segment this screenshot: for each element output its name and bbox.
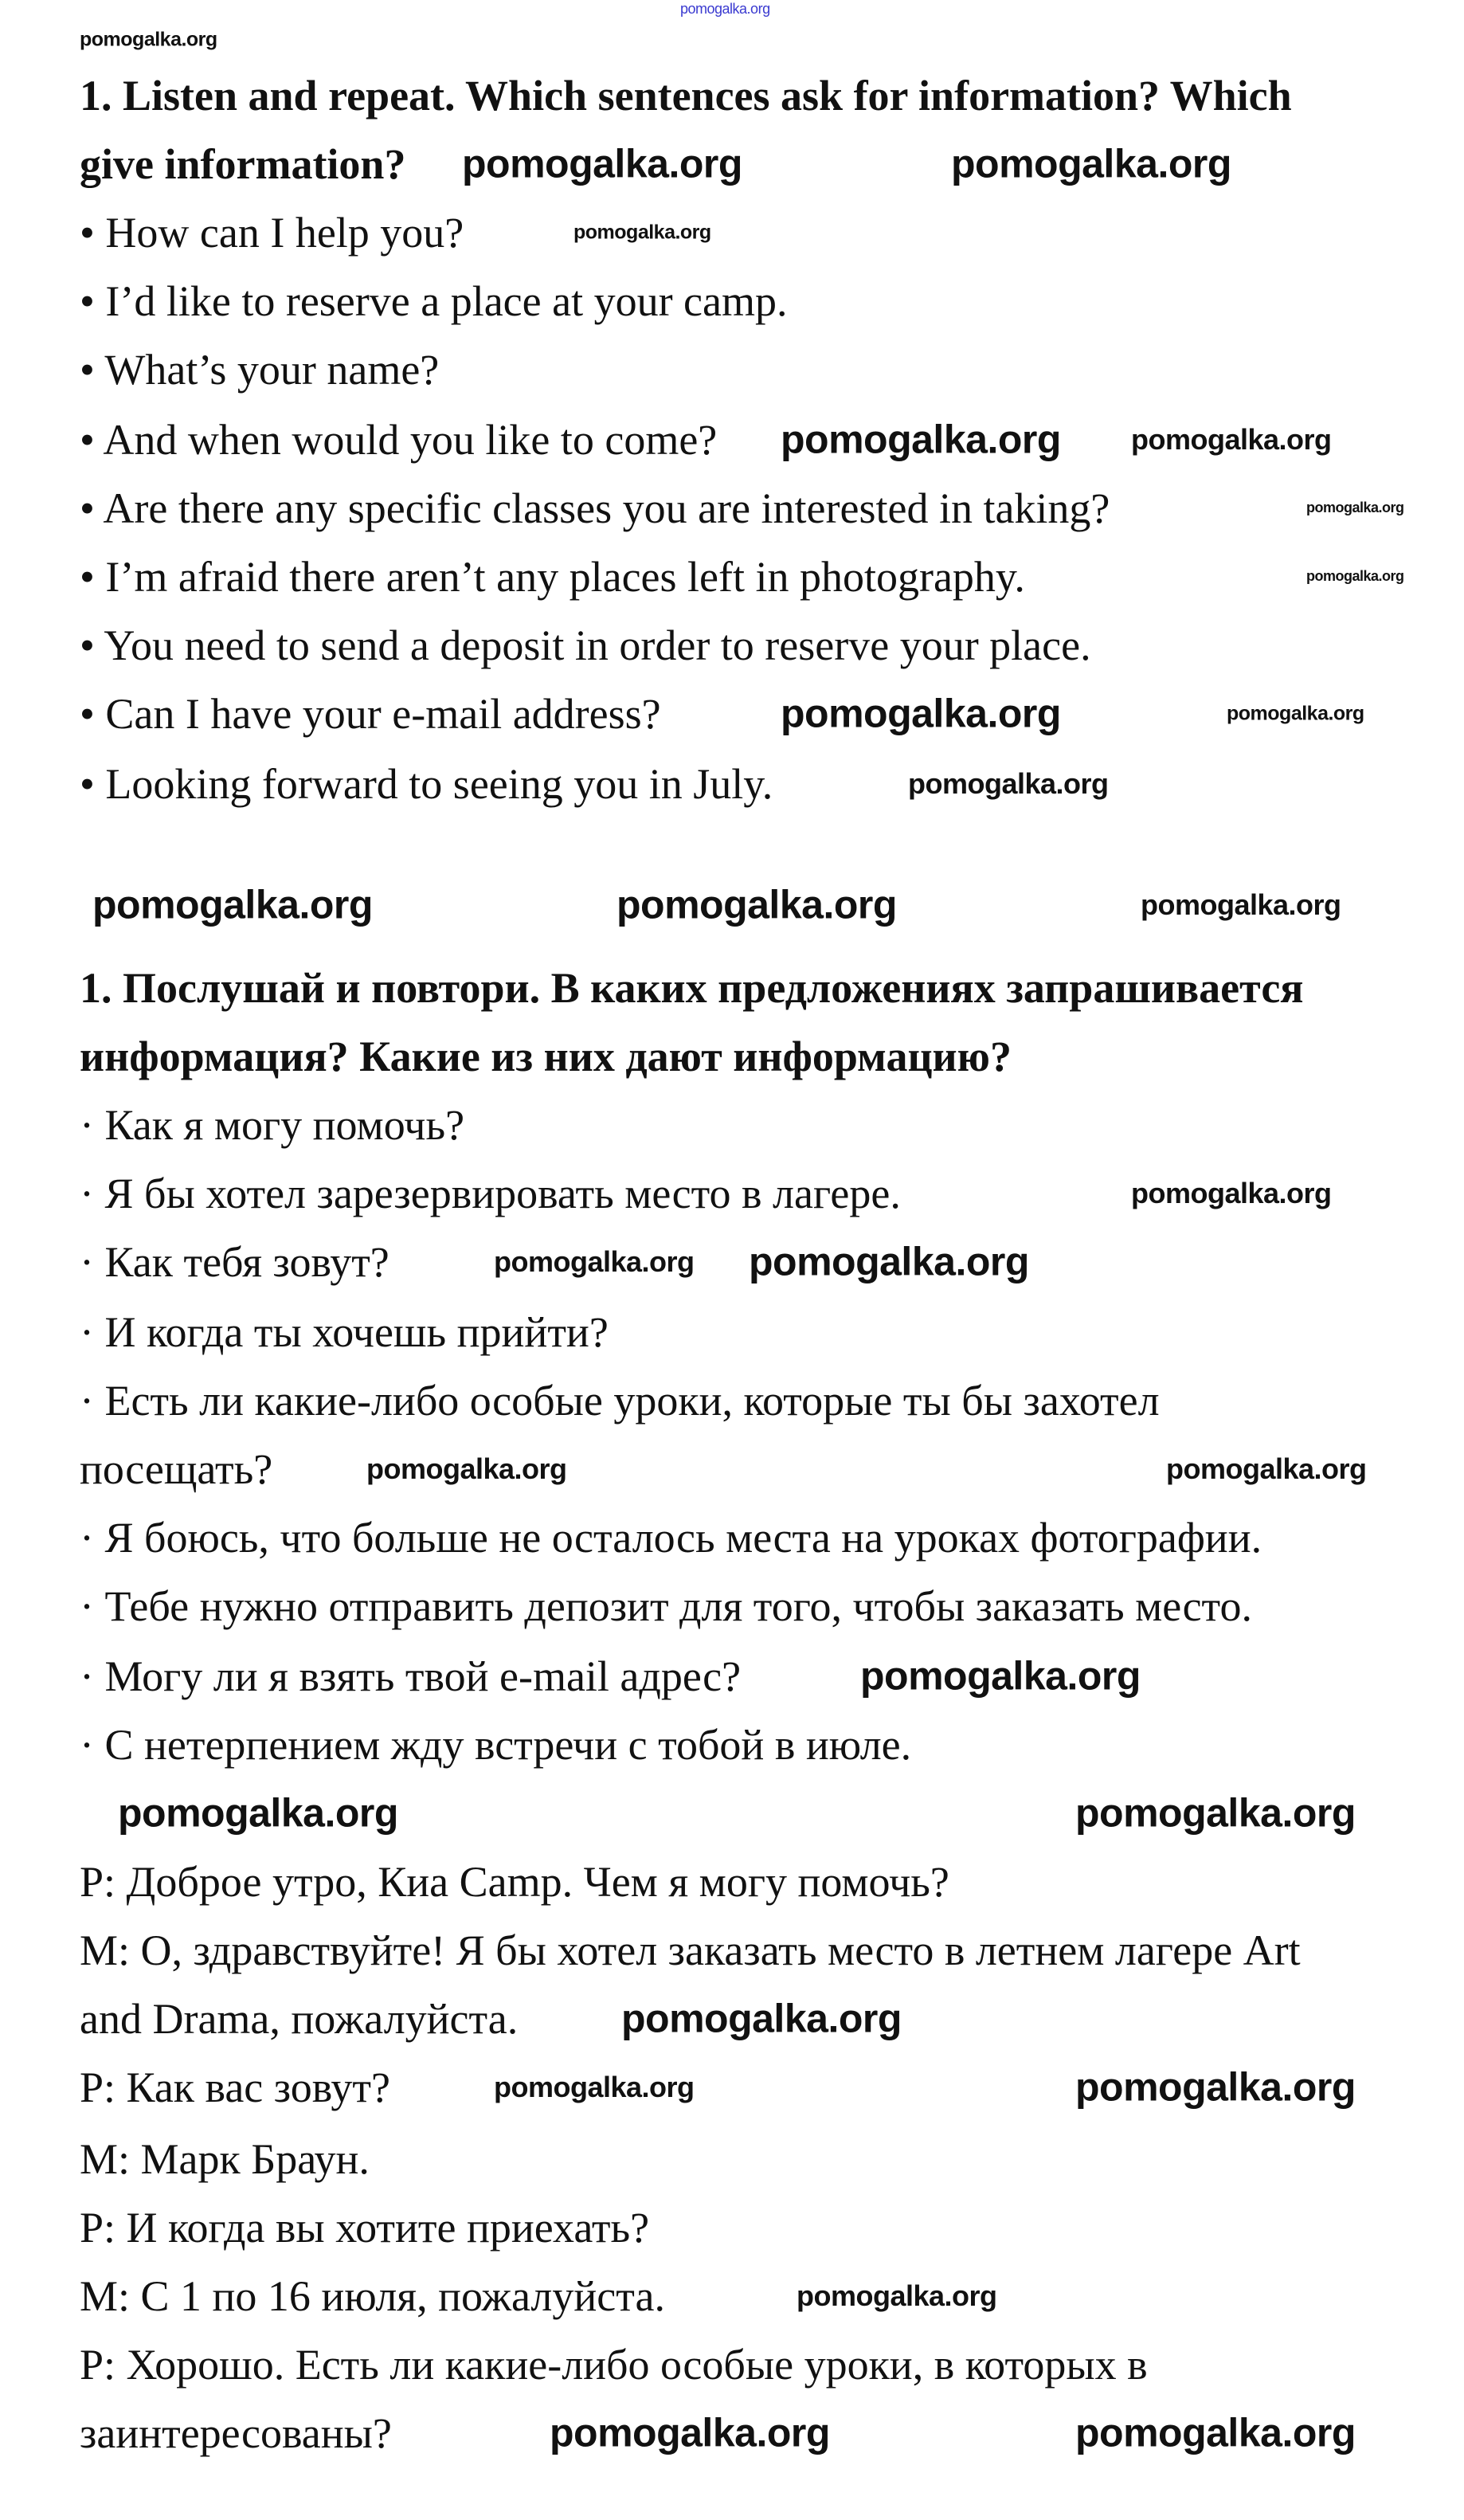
exercise-heading-en-line-1: 1. Listen and repeat. Which sentences ask for information? Which (80, 72, 1292, 120)
watermark: pomogalka.org (951, 141, 1231, 186)
list-item: · Могу ли я взять твой e-mail адрес? (80, 1652, 742, 1700)
dialogue-line-part-1: M: О, здравствуйте! Я бы хотел заказать место в летнем лагере Art (80, 1926, 1301, 1974)
dialogue-line: P: И когда вы хотите приехать? (80, 2204, 650, 2252)
watermark: pomogalka.org (550, 2410, 830, 2455)
list-item: · И когда ты хочешь прийти? (80, 1308, 609, 1356)
list-item: • I’d like to reserve a place at your camp. (80, 277, 788, 325)
watermark: pomogalka.org (860, 1653, 1141, 1699)
watermark: pomogalka.org (118, 1790, 398, 1836)
watermark: pomogalka.org (1131, 423, 1332, 457)
list-item: · Как я могу помочь? (80, 1101, 465, 1149)
watermark: pomogalka.org (1075, 1790, 1356, 1836)
watermark: pomogalka.org (494, 2071, 695, 2104)
watermark: pomogalka.org (797, 2279, 997, 2313)
list-item: • And when would you like to come? (80, 416, 718, 464)
list-item: • Are there any specific classes you are interested in taking? (80, 484, 1110, 532)
list-item: · С нетерпением жду встречи с тобой в июле. (80, 1721, 912, 1769)
exercise-heading-ru-line-1: 1. Послушай и повтори. В каких предложениях запрашивается (80, 964, 1304, 1012)
exercise-heading-ru-line-2: информация? Какие из них дают информацию? (80, 1033, 1012, 1080)
watermark: pomogalka.org (749, 1239, 1029, 1284)
watermark: pomogalka.org (1131, 1177, 1332, 1210)
list-item: • I’m afraid there aren’t any places left in photography. (80, 553, 1025, 601)
dialogue-line: P: Как вас зовут? (80, 2063, 390, 2111)
list-item: · Тебе нужно отправить депозит для того, чтобы заказать место. (80, 1582, 1252, 1630)
watermark: pomogalka.org (573, 221, 711, 244)
list-item: • Can I have your e-mail address? (80, 690, 661, 738)
watermark: pomogalka.org (494, 1245, 695, 1279)
watermark: pomogalka.org (781, 417, 1061, 462)
watermark: pomogalka.org (1227, 702, 1364, 725)
list-item-line-1: · Есть ли какие-либо особые уроки, которые ты бы захотел (80, 1377, 1160, 1425)
watermark: pomogalka.org (1306, 500, 1404, 516)
dialogue-line-part-2: заинтересованы? (80, 2409, 392, 2457)
watermark: pomogalka.org (617, 882, 897, 927)
dialogue-line-part-1: P: Хорошо. Есть ли какие-либо особые уроки, в которых в (80, 2341, 1148, 2389)
list-item: · Я бы хотел зарезервировать место в лагере. (80, 1170, 901, 1217)
dialogue-line: M: С 1 по 16 июля, пожалуйста. (80, 2272, 665, 2320)
list-item: • How can I help you? (80, 209, 464, 257)
list-item: • What’s your name? (80, 346, 440, 394)
watermark: pomogalka.org (908, 767, 1109, 801)
watermark: pomogalka.org (781, 691, 1061, 736)
watermark: pomogalka.org (1166, 1452, 1367, 1486)
watermark: pomogalka.org (1075, 2410, 1356, 2455)
watermark: pomogalka.org (1306, 568, 1404, 585)
watermark: pomogalka.org (621, 1996, 902, 2041)
dialogue-line: M: Марк Браун. (80, 2135, 370, 2183)
list-item: • Looking forward to seeing you in July. (80, 760, 773, 808)
exercise-heading-en-line-2: give information? (80, 140, 406, 188)
watermark: pomogalka.org (92, 882, 373, 927)
watermark: pomogalka.org (366, 1452, 567, 1486)
dialogue-line: P: Доброе утро, Киа Camp. Чем я могу помочь? (80, 1858, 949, 1906)
watermark: pomogalka.org (1075, 2064, 1356, 2110)
dialogue-line-part-2: and Drama, пожалуйста. (80, 1995, 519, 2043)
watermark: pomogalka.org (1141, 888, 1341, 922)
list-item: · Я боюсь, что больше не осталось места на уроках фотографии. (80, 1514, 1262, 1562)
watermark: pomogalka.org (462, 141, 742, 186)
watermark: pomogalka.org (80, 28, 217, 51)
watermark: pomogalka.org (680, 1, 770, 18)
list-item: · Как тебя зовут? (80, 1238, 389, 1286)
list-item-line-2: посещать? (80, 1445, 273, 1493)
list-item: • You need to send a deposit in order to reserve your place. (80, 621, 1091, 669)
